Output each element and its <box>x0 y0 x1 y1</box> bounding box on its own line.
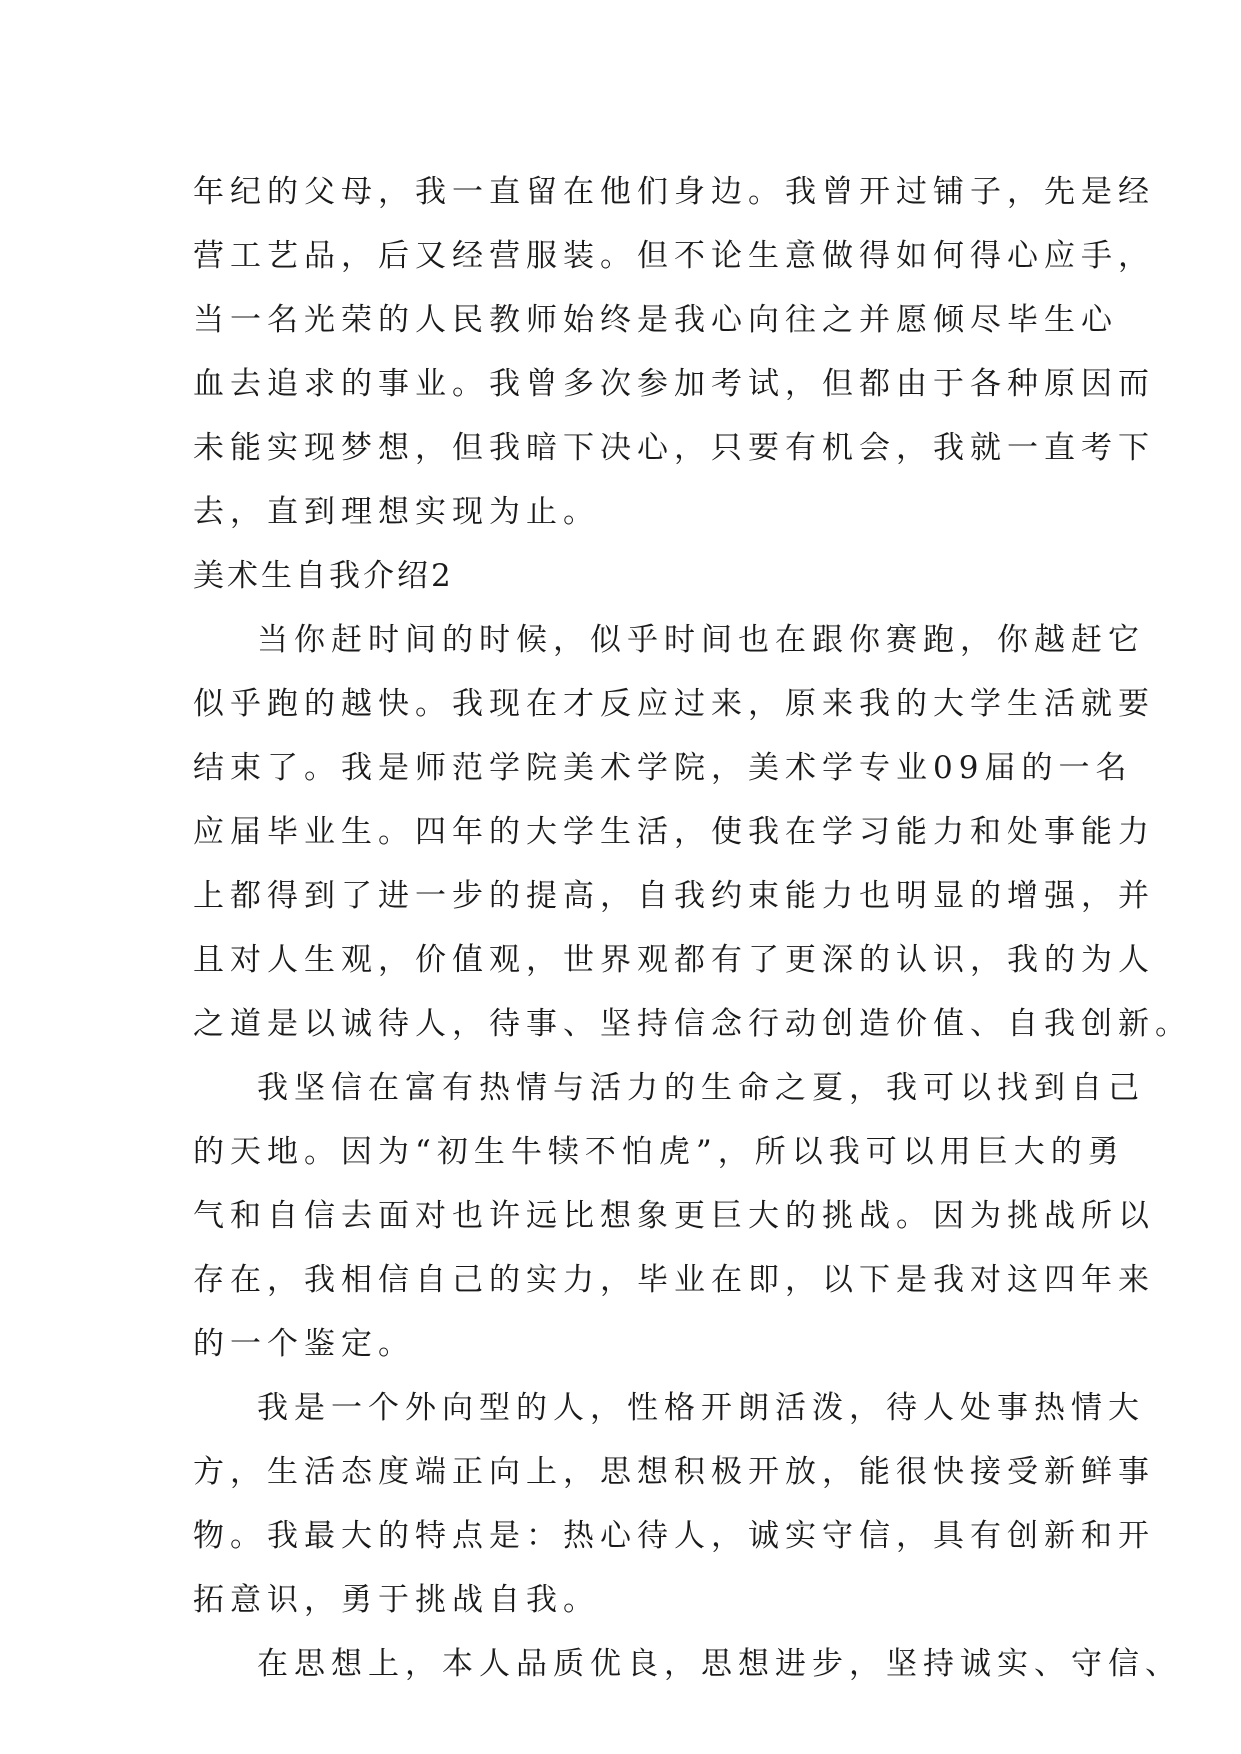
text-line: 的一个鉴定。 <box>193 1326 415 1362</box>
text-line: 营工艺品，后又经营服装。但不论生意做得如何得心应手， <box>193 238 1155 274</box>
text-line: 之道是以诚待人，待事、坚持信念行动创造价值、自我创新。 <box>193 1006 1192 1042</box>
text-line: 上都得到了进一步的提高，自我约束能力也明显的增强，并 <box>193 878 1155 914</box>
text-line: 拓意识，勇于挑战自我。 <box>193 1582 600 1618</box>
text-line: 且对人生观，价值观，世界观都有了更深的认识，我的为人 <box>193 942 1155 978</box>
text-line: 似乎跑的越快。我现在才反应过来，原来我的大学生活就要 <box>193 686 1155 722</box>
paragraph-first-line: 当你赶时间的时候，似乎时间也在跟你赛跑，你越赶它 <box>257 622 1145 658</box>
text-line: 当一名光荣的人民教师始终是我心向往之并愿倾尽毕生心 <box>193 302 1118 338</box>
section-heading: 美术生自我介绍2 <box>193 558 454 594</box>
text-line: 未能实现梦想，但我暗下决心，只要有机会，我就一直考下 <box>193 430 1155 466</box>
text-line: 存在，我相信自己的实力，毕业在即，以下是我对这四年来 <box>193 1262 1155 1298</box>
paragraph-first-line: 在思想上，本人品质优良，思想进步，坚持诚实、守信、 <box>257 1646 1182 1682</box>
text-line: 物。我最大的特点是：热心待人，诚实守信，具有创新和开 <box>193 1518 1155 1554</box>
document-body <box>193 160 1192 1696</box>
text-line: 的天地。因为“初生牛犊不怕虎”，所以我可以用巨大的勇 <box>193 1134 1125 1170</box>
text-line: 年纪的父母，我一直留在他们身边。我曾开过铺子，先是经 <box>193 174 1155 210</box>
paragraph-first-line: 我坚信在富有热情与活力的生命之夏，我可以找到自己 <box>257 1070 1145 1106</box>
text-line: 血去追求的事业。我曾多次参加考试，但都由于各种原因而 <box>193 366 1155 402</box>
text-line: 方，生活态度端正向上，思想积极开放，能很快接受新鲜事 <box>193 1454 1155 1490</box>
text-line: 气和自信去面对也许远比想象更巨大的挑战。因为挑战所以 <box>193 1198 1155 1234</box>
text-line: 去，直到理想实现为止。 <box>193 494 600 530</box>
paragraph-first-line: 我是一个外向型的人，性格开朗活泼，待人处事热情大 <box>257 1390 1145 1426</box>
text-line: 应届毕业生。四年的大学生活，使我在学习能力和处事能力 <box>193 814 1155 850</box>
text-line: 结束了。我是师范学院美术学院，美术学专业09届的一名 <box>193 750 1133 786</box>
